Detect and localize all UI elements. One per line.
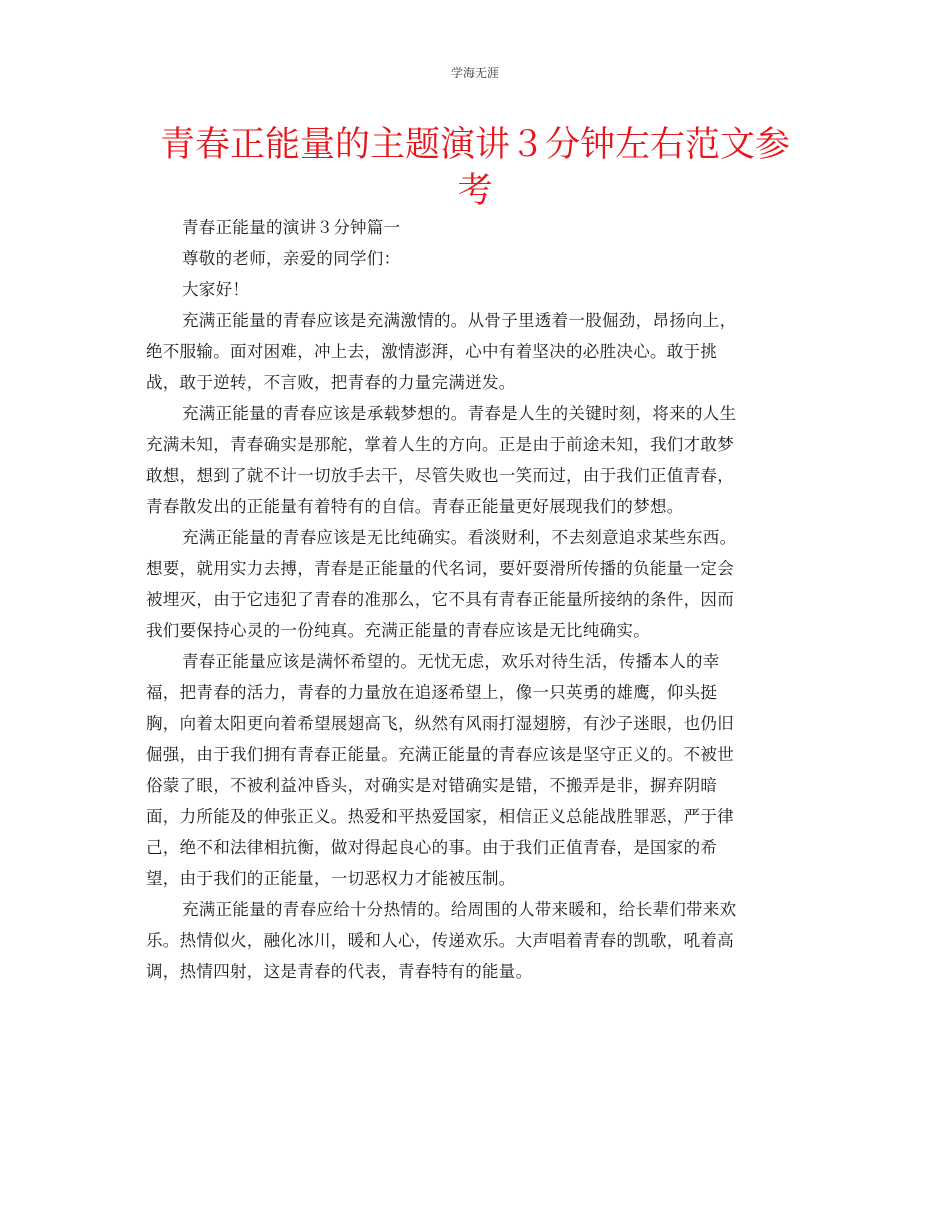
text-line: 己，绝不和法律相抗衡，做对得起良心的事。由于我们正值青春，是国家的希 (146, 838, 718, 857)
text-line: 面，力所能及的伸张正义。热爱和平热爱国家，相信正义总能战胜罪恶，严于律 (146, 807, 734, 826)
page-header: 学海无涯 (450, 66, 499, 80)
title-line-1: 青春正能量的主题演讲３分钟左右范文参 (159, 125, 790, 165)
paragraph (146, 894, 798, 987)
text-line: 大家好！ (182, 280, 250, 299)
text-line: 敢想，想到了就不计一切放手去干，尽管失败也一笑而过，由于我们正值青春， (146, 466, 734, 485)
text-line: 绝不服输。面对困难，冲上去，激情澎湃，心中有着坚决的必胜决心。敢于挑 (146, 342, 718, 361)
text-line: 充满正能量的青春应该是充满激情的。从骨子里透着一股倔劲，昂扬向上， (182, 311, 737, 330)
text-line: 青春正能量应该是满怀希望的。无忧无虑，欢乐对待生活，传播本人的幸 (182, 652, 720, 671)
paragraph (146, 305, 798, 398)
text-line: 俗蒙了眼，不被利益冲昏头，对确实是对错确实是错，不搬弄是非，摒弃阴暗 (146, 776, 718, 795)
document-body (146, 212, 798, 987)
paragraph (146, 398, 798, 522)
paragraph (146, 646, 798, 894)
paragraph (146, 274, 798, 305)
text-line: 充满正能量的青春应该是承载梦想的。青春是人生的关键时刻，将来的人生 (182, 404, 737, 423)
text-line: 想要，就用实力去搏，青春是正能量的代名词，要奸耍滑所传播的负能量一定会 (146, 559, 734, 578)
text-line: 我们要保持心灵的一份纯真。充满正能量的青春应该是无比纯确实。 (146, 621, 650, 640)
paragraph (146, 212, 798, 243)
text-line: 乐。热情似火，融化冰川，暖和人心，传递欢乐。大声唱着青春的凯歌，吼着高 (146, 931, 734, 950)
text-line: 调，热情四射，这是青春的代表，青春特有的能量。 (146, 962, 533, 981)
text-line: 被埋灭，由于它违犯了青春的准那么，它不具有青春正能量所接纳的条件，因而 (146, 590, 734, 609)
text-line: 青春散发出的正能量有着特有的自信。青春正能量更好展现我们的梦想。 (146, 497, 684, 516)
text-line: 尊敬的老师，亲爱的同学们： (182, 249, 401, 268)
text-line: 倔强，由于我们拥有青春正能量。充满正能量的青春应该是坚守正义的。不被世 (146, 745, 734, 764)
text-line: 充满正能量的青春应给十分热情的。给周围的人带来暖和，给长辈们带来欢 (182, 900, 737, 919)
document-title (140, 122, 810, 214)
text-line: 胸，向着太阳更向着希望展翅高飞，纵然有风雨打湿翅膀，有沙子迷眼，也仍旧 (146, 714, 734, 733)
text-line: 青春正能量的演讲３分钟篇一 (182, 218, 401, 237)
paragraph (146, 522, 798, 646)
text-line: 战，敢于逆转，不言败，把青春的力量完满迸发。 (146, 373, 516, 392)
text-line: 充满未知，青春确实是那舵，掌着人生的方向。正是由于前途未知，我们才敢梦 (146, 435, 734, 454)
text-line: 充满正能量的青春应该是无比纯确实。看淡财利，不去刻意追求某些东西。 (182, 528, 737, 547)
title-line-2: 考 (457, 171, 493, 211)
text-line: 福，把青春的活力，青春的力量放在追逐希望上，像一只英勇的雄鹰，仰头挺 (146, 683, 718, 702)
text-line: 望，由于我们的正能量，一切恶权力才能被压制。 (146, 869, 516, 888)
paragraph (146, 243, 798, 274)
